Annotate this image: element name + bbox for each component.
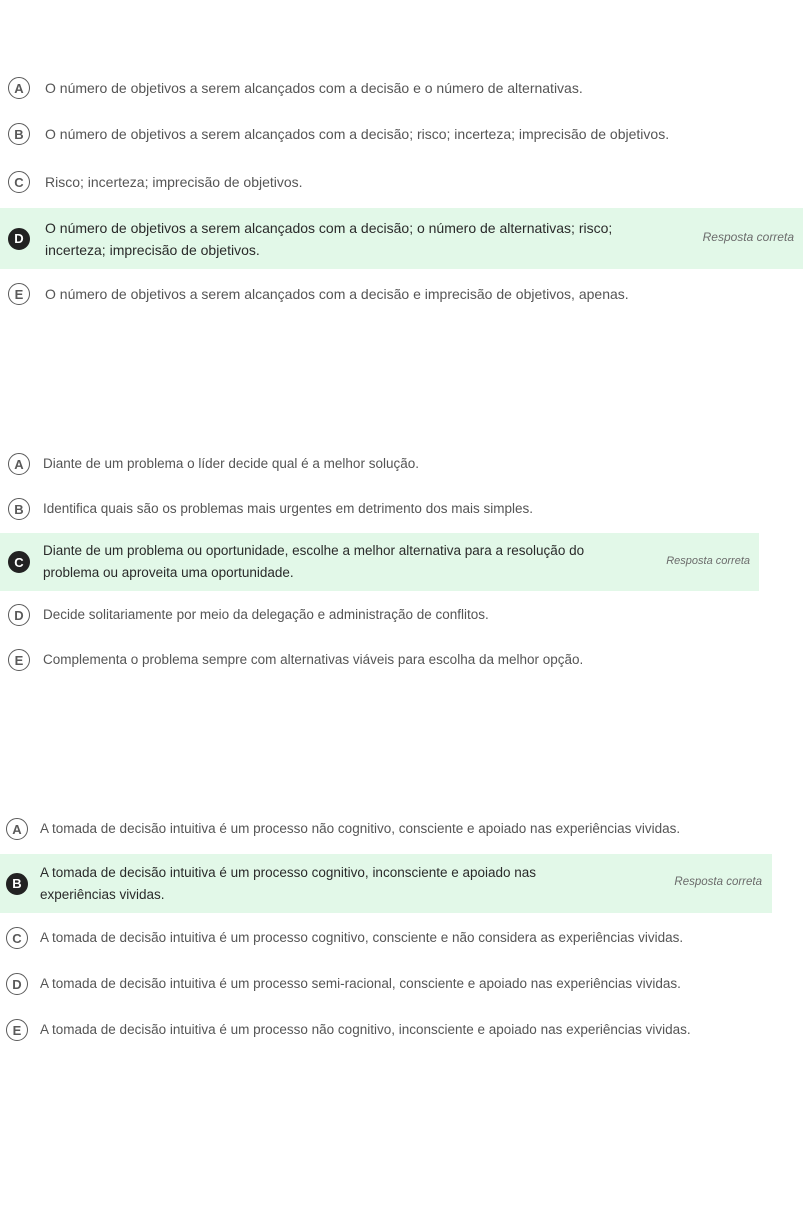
- option-text: A tomada de decisão intuitiva é um processo não cognitivo, inconsciente e apoiado nas experiências vividas.: [40, 1022, 691, 1037]
- option-letter-a: A: [6, 818, 28, 840]
- question-1-option-d-correct[interactable]: [0, 208, 803, 269]
- option-letter-a: A: [8, 77, 30, 99]
- option-text: Risco; incerteza; imprecisão de objetivos.: [45, 174, 303, 190]
- question-3-option-e[interactable]: [6, 1018, 691, 1042]
- option-letter-b: B: [6, 873, 28, 895]
- option-text: Complementa o problema sempre com alternativas viáveis para escolha da melhor opção.: [43, 652, 584, 667]
- option-letter-d: D: [8, 228, 30, 250]
- option-letter-c: C: [8, 171, 30, 193]
- question-2-option-e[interactable]: [8, 648, 583, 672]
- question-3-option-b-correct[interactable]: [0, 854, 772, 913]
- question-2-option-a[interactable]: [8, 452, 419, 476]
- option-letter-b: B: [8, 498, 30, 520]
- option-text: O número de objetivos a serem alcançados com a decisão; o número de alternativas; risco; incerteza; imprecisão de objetivos.: [45, 219, 613, 258]
- question-3-option-a[interactable]: [6, 817, 680, 841]
- option-letter-d: D: [8, 604, 30, 626]
- question-3-option-d[interactable]: [6, 972, 681, 996]
- correct-answer-badge: Resposta correta: [666, 555, 750, 567]
- option-text: Identifica quais são os problemas mais urgentes em detrimento dos mais simples.: [43, 501, 533, 516]
- option-text: A tomada de decisão intuitiva é um processo semi-racional, consciente e apoiado nas experiências vividas.: [40, 976, 681, 991]
- option-letter-c: C: [6, 927, 28, 949]
- option-letter-b: B: [8, 123, 30, 145]
- question-3-option-c[interactable]: [6, 926, 683, 950]
- option-letter-e: E: [8, 283, 30, 305]
- correct-answer-badge: Resposta correta: [674, 876, 762, 888]
- question-2-option-d[interactable]: [8, 603, 489, 627]
- question-1-option-a[interactable]: [8, 76, 583, 100]
- option-text: Decide solitariamente por meio da delegação e administração de conflitos.: [43, 607, 489, 622]
- correct-answer-badge: Resposta correta: [702, 230, 794, 244]
- option-text: Diante de um problema o líder decide qual é a melhor solução.: [43, 456, 419, 471]
- question-1-option-e[interactable]: [8, 282, 629, 306]
- question-2-option-c-correct[interactable]: [0, 533, 759, 591]
- question-2-option-b[interactable]: [8, 497, 533, 521]
- option-letter-e: E: [6, 1019, 28, 1041]
- option-text: Diante de um problema ou oportunidade, escolhe a melhor alternativa para a resolução do problema ou aproveita uma oportunidade.: [43, 543, 585, 580]
- option-text: A tomada de decisão intuitiva é um processo cognitivo, consciente e não considera as experiências vividas.: [40, 930, 684, 945]
- option-text: A tomada de decisão intuitiva é um processo cognitivo, inconsciente e apoiado nas experiências vividas.: [40, 864, 537, 902]
- option-text: O número de objetivos a serem alcançados com a decisão e imprecisão de objetivos, apenas.: [45, 286, 629, 302]
- option-letter-e: E: [8, 649, 30, 671]
- question-1-option-b[interactable]: [8, 122, 669, 146]
- option-letter-a: A: [8, 453, 30, 475]
- option-text: O número de objetivos a serem alcançados com a decisão e o número de alternativas.: [45, 80, 583, 96]
- option-letter-d: D: [6, 973, 28, 995]
- option-text: A tomada de decisão intuitiva é um processo não cognitivo, consciente e apoiado nas experiências vividas.: [40, 821, 681, 836]
- question-1-option-c[interactable]: [8, 170, 303, 194]
- option-text: O número de objetivos a serem alcançados com a decisão; risco; incerteza; imprecisão de objetivos.: [45, 126, 670, 142]
- option-letter-c: C: [8, 551, 30, 573]
